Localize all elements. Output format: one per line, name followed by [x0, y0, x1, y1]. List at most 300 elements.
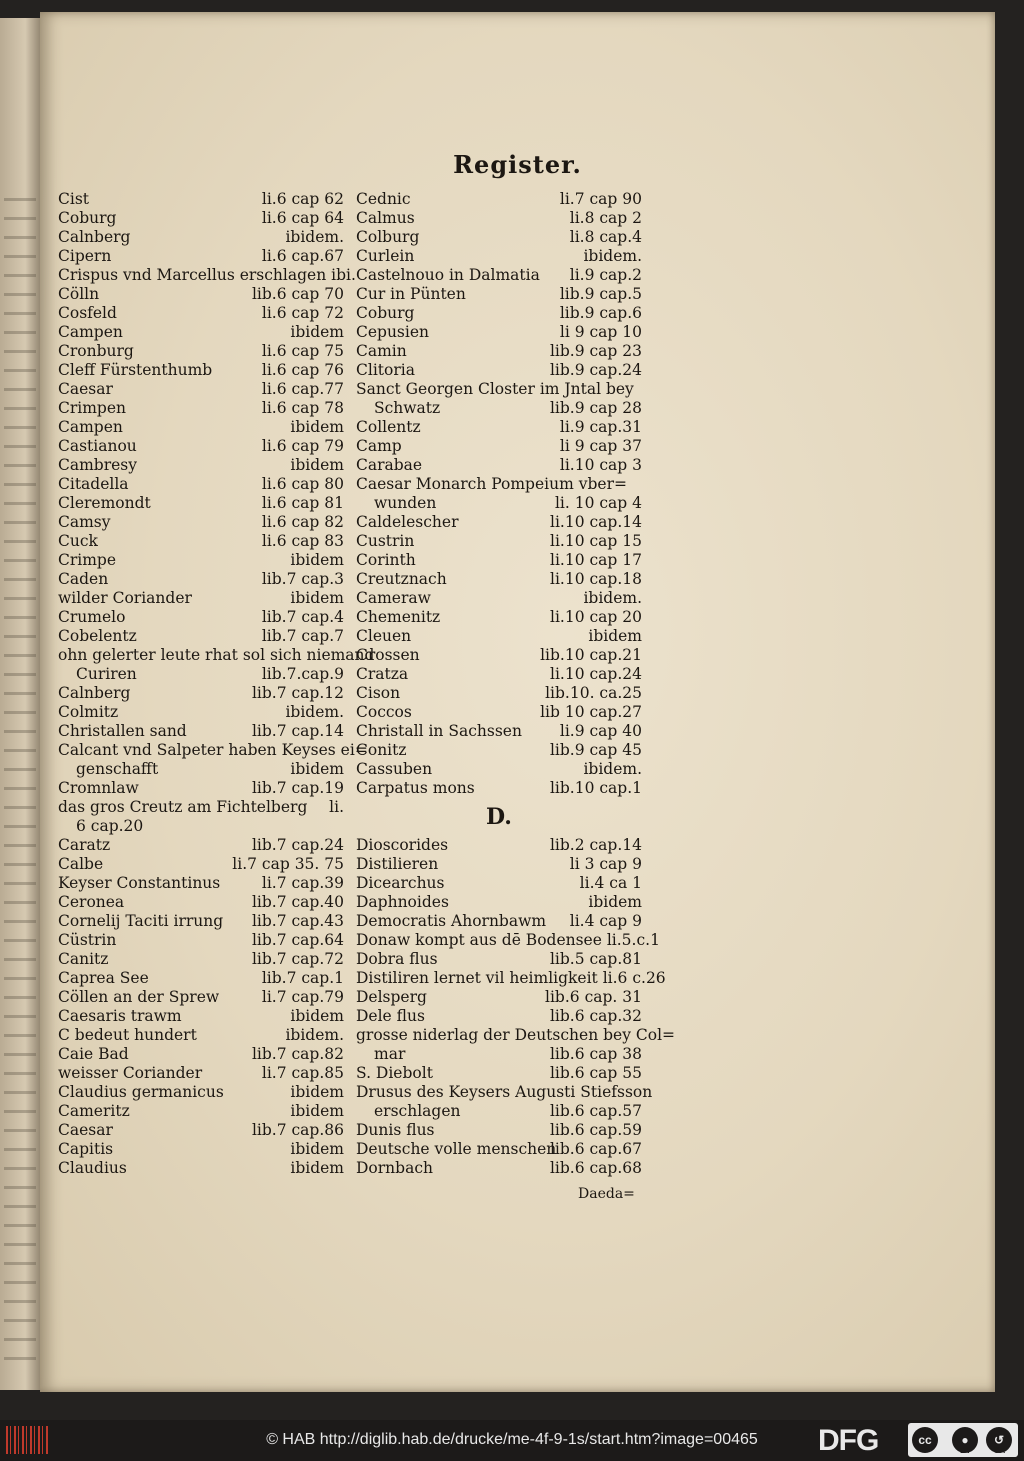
entry-term: Crispus vnd Marcellus erschlagen ibi.: [58, 266, 356, 284]
entry-term: Camp: [356, 437, 402, 455]
copyright-link[interactable]: © HAB http://diglib.hab.de/drucke/me-4f-9-1s/start.htm?image=00465: [266, 1431, 758, 1448]
entry-reference: ibidem.: [583, 760, 642, 778]
dfg-logo: DFG: [818, 1424, 879, 1457]
register-entry: [58, 817, 344, 836]
entry-term: Cratza: [356, 665, 409, 683]
register-entry: [356, 323, 642, 342]
entry-reference: lib.7 cap.24: [251, 836, 344, 854]
register-entry: [356, 551, 642, 570]
register-entry: [356, 475, 642, 494]
entry-term: Cromnlaw: [58, 779, 139, 797]
entry-reference: li.6 cap 62: [261, 190, 344, 208]
entry-reference: lib.7 cap.12: [251, 684, 344, 702]
register-entry: [58, 247, 344, 266]
ghost-text-line: [4, 901, 36, 904]
register-entry: [356, 931, 660, 950]
entry-term: Caratz: [58, 836, 111, 854]
entry-term: S. Diebolt: [356, 1064, 433, 1082]
register-entry: [356, 760, 642, 779]
register-entry: [356, 912, 642, 931]
register-entry: [58, 228, 344, 247]
ghost-text-line: [4, 198, 36, 201]
ghost-text-line: [4, 749, 36, 752]
register-entry: [58, 266, 356, 285]
entry-reference: lib.5 cap.81: [549, 950, 642, 968]
register-entry: [58, 1045, 344, 1064]
register-entry: [356, 1159, 642, 1178]
register-entry: [58, 760, 344, 779]
register-entry: [356, 513, 642, 532]
entry-term: Citadella: [58, 475, 129, 493]
ghost-text-line: [4, 711, 36, 714]
register-entry: [356, 266, 642, 285]
entry-term: Cednic: [356, 190, 411, 208]
entry-reference: lib.7 cap.64: [251, 931, 344, 949]
ghost-text-line: [4, 597, 36, 600]
entry-reference: lib 10 cap.27: [540, 703, 642, 721]
ghost-text-line: [4, 1205, 36, 1208]
entry-term: Cist: [58, 190, 89, 208]
ghost-text-line: [4, 787, 36, 790]
entry-term: Crimpen: [58, 399, 127, 417]
entry-reference: li.9 cap.31: [559, 418, 642, 436]
entry-reference: lib.7 cap.19: [251, 779, 344, 797]
entry-term: Corinth: [356, 551, 416, 569]
entry-reference: li.6 cap 78: [261, 399, 344, 417]
register-entry: [58, 855, 344, 874]
ghost-text-line: [4, 1167, 36, 1170]
entry-reference: ibidem: [290, 1140, 344, 1158]
entry-reference: li.10 cap.18: [550, 570, 642, 588]
ghost-text-line: [4, 217, 36, 220]
entry-reference: li.6 cap 80: [261, 475, 344, 493]
entry-reference: li.6 cap.77: [261, 380, 344, 398]
register-entry: [58, 304, 344, 323]
entry-term: Crossen: [356, 646, 420, 664]
entry-term: grosse niderlag der Deutschen bey Col=: [356, 1026, 676, 1044]
entry-reference: lib.6 cap 55: [549, 1064, 642, 1082]
license-sa-label: SA: [994, 1446, 1006, 1455]
register-entry: [58, 380, 344, 399]
ghost-text-line: [4, 445, 36, 448]
ghost-text-line: [4, 806, 36, 809]
entry-term: Chemenitz: [356, 608, 441, 626]
register-entry: [58, 665, 344, 684]
entry-term: Calcant vnd Salpeter haben Keyses ei=: [58, 741, 368, 759]
entry-term: C bedeut hundert: [58, 1026, 197, 1044]
entry-reference: lib.10 cap.1: [549, 779, 642, 797]
register-entry: [58, 950, 344, 969]
entry-term: Keyser Constantinus: [58, 874, 221, 892]
entry-term: Dobra flus: [356, 950, 438, 968]
ghost-text-line: [4, 274, 36, 277]
entry-term: mar: [374, 1045, 406, 1063]
register-entry: [356, 893, 642, 912]
register-entry: [58, 551, 344, 570]
register-entry: [58, 836, 344, 855]
register-entry: [356, 646, 642, 665]
ghost-text-line: [4, 1300, 36, 1303]
ghost-text-line: [4, 293, 36, 296]
entry-term: Coccos: [356, 703, 412, 721]
entry-reference: li.6 cap 82: [261, 513, 344, 531]
entry-term: Curiren: [76, 665, 137, 683]
entry-term: Campen: [58, 418, 123, 436]
entry-term: Cöllen an der Sprew: [58, 988, 220, 1006]
register-entry: [58, 532, 344, 551]
entry-reference: li.6 cap 75: [261, 342, 344, 360]
register-entry: [58, 1026, 344, 1045]
entry-reference: lib.2 cap.14: [549, 836, 642, 854]
register-entry: [356, 1121, 642, 1140]
entry-reference: li.7 cap.79: [261, 988, 344, 1006]
entry-reference: li.: [329, 798, 344, 816]
entry-reference: li.4 ca 1: [579, 874, 642, 892]
entry-term: Castianou: [58, 437, 137, 455]
entry-term: Crumelo: [58, 608, 126, 626]
entry-reference: lib.7 cap.1: [261, 969, 344, 987]
entry-term: 6 cap.20: [76, 817, 144, 835]
entry-reference: lib.7 cap.43: [251, 912, 344, 930]
entry-reference: li.7 cap 90: [559, 190, 642, 208]
entry-reference: li.10 cap 17: [550, 551, 642, 569]
entry-term: Cleremondt: [58, 494, 151, 512]
entry-term: Carpatus mons: [356, 779, 475, 797]
entry-term: Caesar: [58, 380, 113, 398]
entry-reference: lib.6 cap.68: [549, 1159, 642, 1177]
ghost-text-line: [4, 616, 36, 619]
ghost-text-line: [4, 1148, 36, 1151]
register-entry: [356, 969, 666, 988]
register-entry: [356, 456, 642, 475]
entry-term: Distilieren: [356, 855, 439, 873]
ghost-text-line: [4, 1129, 36, 1132]
catchword: Daeda=: [578, 1186, 635, 1202]
entry-term: Clitoria: [356, 361, 415, 379]
register-entry: [58, 513, 344, 532]
ghost-text-line: [4, 939, 36, 942]
register-entry: [58, 456, 344, 475]
share-alike-icon: ↺: [986, 1427, 1012, 1453]
ghost-text-line: [4, 882, 36, 885]
register-entry: [58, 741, 368, 760]
register-entry: [58, 190, 344, 209]
ghost-text-line: [4, 1015, 36, 1018]
register-entry: [356, 247, 642, 266]
entry-reference: li 9 cap 37: [559, 437, 642, 455]
ghost-text-line: [4, 1262, 36, 1265]
entry-term: Calnberg: [58, 228, 131, 246]
entry-reference: li.7 cap.85: [261, 1064, 344, 1082]
register-entry: [356, 418, 642, 437]
ghost-text-line: [4, 996, 36, 999]
entry-term: Cameritz: [58, 1102, 130, 1120]
register-entry: [356, 1140, 642, 1159]
ghost-text-line: [4, 1091, 36, 1094]
entry-term: Cison: [356, 684, 401, 702]
ghost-text-line: [4, 920, 36, 923]
entry-term: Custrin: [356, 532, 415, 550]
register-entry: [356, 399, 642, 418]
entry-reference: li.10 cap 20: [550, 608, 642, 626]
entry-term: Cleuen: [356, 627, 412, 645]
previous-page-edge: [0, 18, 42, 1390]
register-entry: [356, 285, 642, 304]
register-entry: [356, 779, 642, 798]
entry-term: Distiliren lernet vil heimligkeit li.6 c.26: [356, 969, 666, 987]
ghost-text-line: [4, 369, 36, 372]
register-entry: [58, 342, 344, 361]
entry-reference: lib.7.cap.9: [261, 665, 344, 683]
register-entry: [58, 893, 344, 912]
entry-reference: lib.9 cap.6: [559, 304, 642, 322]
entry-reference: ibidem.: [583, 589, 642, 607]
entry-term: Caden: [58, 570, 109, 588]
entry-reference: ibidem: [290, 456, 344, 474]
book-page: [40, 12, 995, 1392]
entry-term: Cleff Fürstenthumb: [58, 361, 213, 379]
register-entry: [58, 798, 344, 817]
entry-reference: lib.7 cap.72: [251, 950, 344, 968]
entry-term: Coburg: [356, 304, 415, 322]
register-entry: [356, 703, 642, 722]
entry-term: Cüstrin: [58, 931, 117, 949]
entry-term: Claudius germanicus: [58, 1083, 224, 1101]
entry-reference: ibidem.: [583, 247, 642, 265]
entry-term: Cassuben: [356, 760, 433, 778]
ghost-text-line: [4, 844, 36, 847]
entry-reference: li.10 cap.24: [550, 665, 642, 683]
register-entry: [356, 836, 642, 855]
entry-reference: li.4 cap 9: [569, 912, 642, 930]
register-entry: [356, 228, 642, 247]
entry-term: Caesar Monarch Pompeium vber=: [356, 475, 627, 493]
ghost-text-line: [4, 426, 36, 429]
ghost-text-line: [4, 1186, 36, 1189]
entry-term: Delsperg: [356, 988, 427, 1006]
register-entry: [356, 665, 642, 684]
entry-reference: li.10 cap 15: [550, 532, 642, 550]
register-entry: [58, 589, 344, 608]
ghost-text-line: [4, 1110, 36, 1113]
entry-term: Ceronea: [58, 893, 125, 911]
entry-reference: li.6 cap 72: [261, 304, 344, 322]
ghost-text-line: [4, 540, 36, 543]
ghost-text-line: [4, 483, 36, 486]
entry-term: genschafft: [76, 760, 159, 778]
section-letter: D.: [486, 804, 512, 830]
entry-term: Campen: [58, 323, 123, 341]
entry-reference: ibidem: [290, 418, 344, 436]
entry-term: Curlein: [356, 247, 415, 265]
register-entry: [58, 323, 344, 342]
ghost-text-line: [4, 654, 36, 657]
cc-license-badge[interactable]: [908, 1423, 1018, 1457]
ghost-text-line: [4, 578, 36, 581]
entry-reference: lib.7 cap.14: [251, 722, 344, 740]
entry-reference: li.6 cap 64: [261, 209, 344, 227]
entry-term: Schwatz: [374, 399, 441, 417]
entry-term: Christallen sand: [58, 722, 187, 740]
entry-term: erschlagen: [374, 1102, 461, 1120]
ghost-text-line: [4, 502, 36, 505]
ghost-text-line: [4, 768, 36, 771]
register-entry: [356, 855, 642, 874]
register-entry: [58, 1007, 344, 1026]
ghost-text-line: [4, 977, 36, 980]
entry-reference: ibidem: [290, 1102, 344, 1120]
register-entry: [58, 437, 344, 456]
entry-term: Cobelentz: [58, 627, 137, 645]
register-entry: [58, 285, 344, 304]
register-entry: [356, 627, 642, 646]
entry-term: Camsy: [58, 513, 111, 531]
register-entry: [356, 950, 642, 969]
entry-term: Daphnoides: [356, 893, 449, 911]
entry-reference: ibidem.: [285, 1026, 344, 1044]
entry-term: Cipern: [58, 247, 112, 265]
register-entry: [58, 1102, 344, 1121]
register-entry: [58, 494, 344, 513]
entry-reference: li.9 cap 40: [559, 722, 642, 740]
register-entry: [58, 475, 344, 494]
entry-term: Coburg: [58, 209, 117, 227]
entry-reference: li.8 cap.4: [569, 228, 642, 246]
ghost-text-line: [4, 1357, 36, 1360]
ghost-text-line: [4, 673, 36, 676]
entry-reference: li.10 cap.14: [550, 513, 642, 531]
ghost-text-line: [4, 635, 36, 638]
register-entry: [58, 874, 344, 893]
entry-term: Dele flus: [356, 1007, 425, 1025]
entry-reference: ibidem.: [285, 703, 344, 721]
entry-reference: li. 10 cap 4: [554, 494, 642, 512]
ghost-text-line: [4, 350, 36, 353]
entry-term: das gros Creutz am Fichtelberg: [58, 798, 308, 816]
register-entry: [356, 741, 642, 760]
entry-reference: li 9 cap 10: [559, 323, 642, 341]
entry-term: Drusus des Keysers Augusti Stiefsson: [356, 1083, 653, 1101]
ghost-text-line: [4, 255, 36, 258]
entry-reference: lib.9 cap 28: [549, 399, 642, 417]
entry-term: Cur in Pünten: [356, 285, 466, 303]
register-entry: [356, 361, 642, 380]
entry-reference: ibidem: [290, 551, 344, 569]
entry-reference: lib.6 cap.67: [549, 1140, 642, 1158]
entry-reference: lib.9 cap.24: [549, 361, 642, 379]
entry-term: Canitz: [58, 950, 109, 968]
entry-term: Caesar: [58, 1121, 113, 1139]
entry-term: Claudius: [58, 1159, 127, 1177]
register-entry: [356, 874, 642, 893]
entry-reference: li.6 cap 79: [261, 437, 344, 455]
register-entry: [356, 437, 642, 456]
entry-reference: li 3 cap 9: [569, 855, 642, 873]
ghost-text-line: [4, 692, 36, 695]
cc-icon: cc: [912, 1427, 938, 1453]
entry-term: Calbe: [58, 855, 104, 873]
register-entry: [356, 570, 642, 589]
ghost-text-line: [4, 312, 36, 315]
entry-reference: lib.7 cap.3: [261, 570, 344, 588]
entry-reference: li.8 cap 2: [569, 209, 642, 227]
entry-reference: lib.6 cap.59: [549, 1121, 642, 1139]
entry-term: Caprea See: [58, 969, 149, 987]
ghost-text-line: [4, 236, 36, 239]
register-entry: [356, 494, 642, 513]
entry-term: Castelnouo in Dalmatia: [356, 266, 540, 284]
register-entry: [58, 399, 344, 418]
entry-reference: ibidem.: [285, 228, 344, 246]
ghost-text-line: [4, 407, 36, 410]
entry-term: Cölln: [58, 285, 100, 303]
register-entry: [356, 209, 642, 228]
entry-reference: li.7 cap.39: [261, 874, 344, 892]
entry-reference: li.6 cap 83: [261, 532, 344, 550]
entry-term: Calmus: [356, 209, 415, 227]
ghost-text-line: [4, 1281, 36, 1284]
entry-term: Christall in Sachssen: [356, 722, 522, 740]
ghost-text-line: [4, 825, 36, 828]
register-column-right: [356, 190, 676, 1178]
register-entry: [58, 361, 344, 380]
entry-term: Caldelescher: [356, 513, 459, 531]
entry-reference: lib.7 cap.40: [251, 893, 344, 911]
entry-reference: ibidem: [588, 893, 642, 911]
entry-reference: lib.7 cap.86: [251, 1121, 344, 1139]
entry-reference: lib.6 cap 70: [251, 285, 344, 303]
entry-term: Sanct Georgen Closter im Jntal bey: [356, 380, 634, 398]
register-entry: [58, 1140, 344, 1159]
register-entry: [356, 988, 642, 1007]
entry-reference: lib.10. ca.25: [545, 684, 642, 702]
ghost-text-line: [4, 1053, 36, 1056]
entry-term: Crimpe: [58, 551, 117, 569]
entry-term: wilder Coriander: [58, 589, 192, 607]
register-entry: [58, 684, 344, 703]
register-entry: [58, 912, 344, 931]
entry-reference: ibidem: [290, 323, 344, 341]
register-entry: [356, 1045, 642, 1064]
entry-term: Cronburg: [58, 342, 134, 360]
register-entry: [58, 209, 344, 228]
register-entry: [58, 988, 344, 1007]
entry-term: Colmitz: [58, 703, 119, 721]
register-entry: [58, 646, 375, 665]
entry-term: Cambresy: [58, 456, 138, 474]
entry-term: Collentz: [356, 418, 421, 436]
entry-term: Caesaris trawm: [58, 1007, 182, 1025]
entry-term: Cosfeld: [58, 304, 117, 322]
register-entry: [356, 1026, 676, 1045]
register-entry: [58, 969, 344, 988]
ghost-text-line: [4, 464, 36, 467]
entry-reference: lib.9 cap.5: [559, 285, 642, 303]
entry-reference: lib.9 cap 23: [549, 342, 642, 360]
register-entry: [356, 342, 642, 361]
register-entry: [356, 190, 642, 209]
register-entry: [356, 684, 642, 703]
register-entry: [58, 418, 344, 437]
entry-reference: li.6 cap 81: [261, 494, 344, 512]
register-entry: [58, 779, 344, 798]
ghost-text-line: [4, 388, 36, 391]
register-entry: [356, 608, 642, 627]
register-entry: [58, 627, 344, 646]
entry-term: Colburg: [356, 228, 420, 246]
entry-term: Camin: [356, 342, 407, 360]
ghost-text-line: [4, 1338, 36, 1341]
